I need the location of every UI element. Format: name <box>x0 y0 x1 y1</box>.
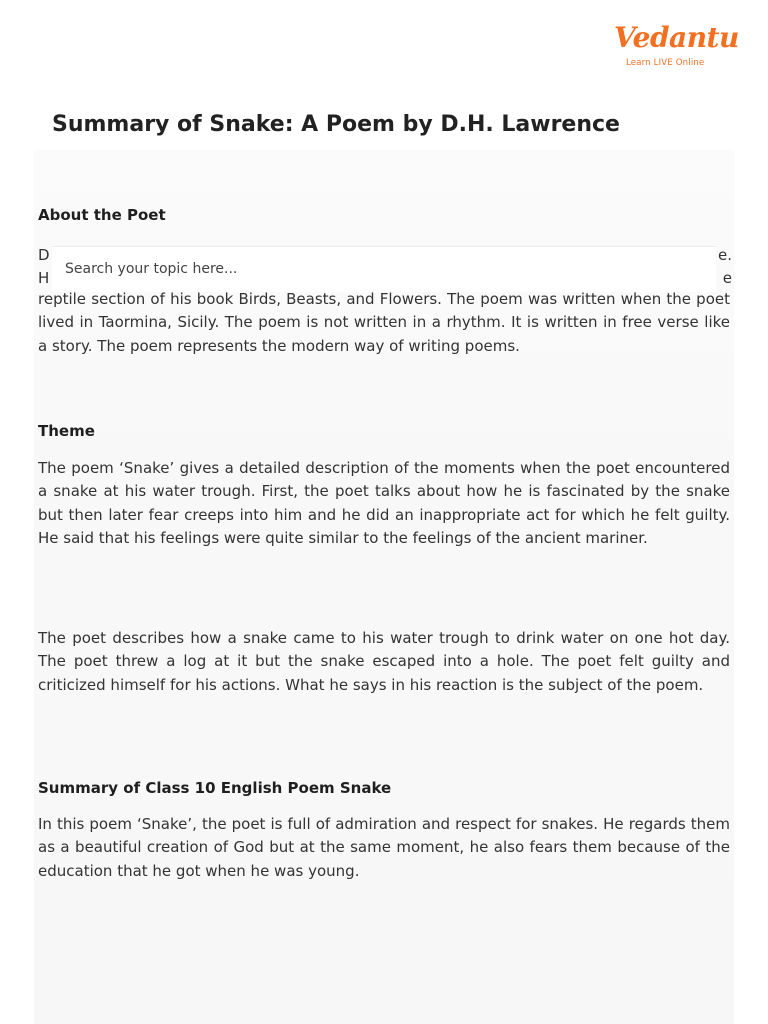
page-title: Summary of Snake: A Poem by D.H. Lawrence <box>52 112 620 137</box>
section-summary <box>38 779 730 797</box>
search-bar[interactable] <box>52 246 716 292</box>
obscured-line-1-end: e. <box>718 246 732 264</box>
logo-tagline: Learn LIVE Online <box>626 58 705 68</box>
section-body: In this poem ‘Snake’, the poet is full of admiration and respect for snakes. He regards them as a beautiful creation of God but at the same moment, he also fears them because of the education that he got when he was young. <box>38 815 730 880</box>
logo-wordmark: Vedantu <box>614 21 739 54</box>
obscured-line-2-start: H <box>38 269 50 288</box>
section-heading: About the Poet <box>38 206 166 224</box>
section-theme <box>38 422 730 440</box>
vedantu-logo[interactable] <box>612 20 739 72</box>
section-heading: Summary of Class 10 English Poem Snake <box>38 779 392 797</box>
obscured-line-1-start: D <box>38 246 50 264</box>
section-body: reptile section of his book Birds, Beasts, and Flowers. The poem was written when the poet lived in Taormina, Sicily. The poem is not written in a rhythm. It is written in free verse like a story. The poem represents the modern way of writing poems. <box>38 290 730 355</box>
section-body: The poem ‘Snake’ gives a detailed description of the moments when the poet encountered a snake at his water trough. First, the poet talks about how he is fascinated by the snake but then later fear creeps into him and he did an inappropriate act for which he felt guilty. He said that his feelings were quite similar to the feelings of the ancient mariner. <box>38 459 730 547</box>
obscured-text-right <box>716 244 732 291</box>
section-heading: Theme <box>38 422 95 440</box>
obscured-text-left <box>38 244 52 291</box>
search-input[interactable]: Search your topic here... <box>65 261 238 277</box>
obscured-line-2-end: e <box>722 269 732 288</box>
section-body: The poet describes how a snake came to his water trough to drink water on one hot day. The poet threw a log at it but the snake escaped into a hole. The poet felt guilty and criticized himself for his actions. What he says in his reaction is the subject of the poem. <box>38 629 730 694</box>
section-about-the-poet <box>38 206 730 224</box>
